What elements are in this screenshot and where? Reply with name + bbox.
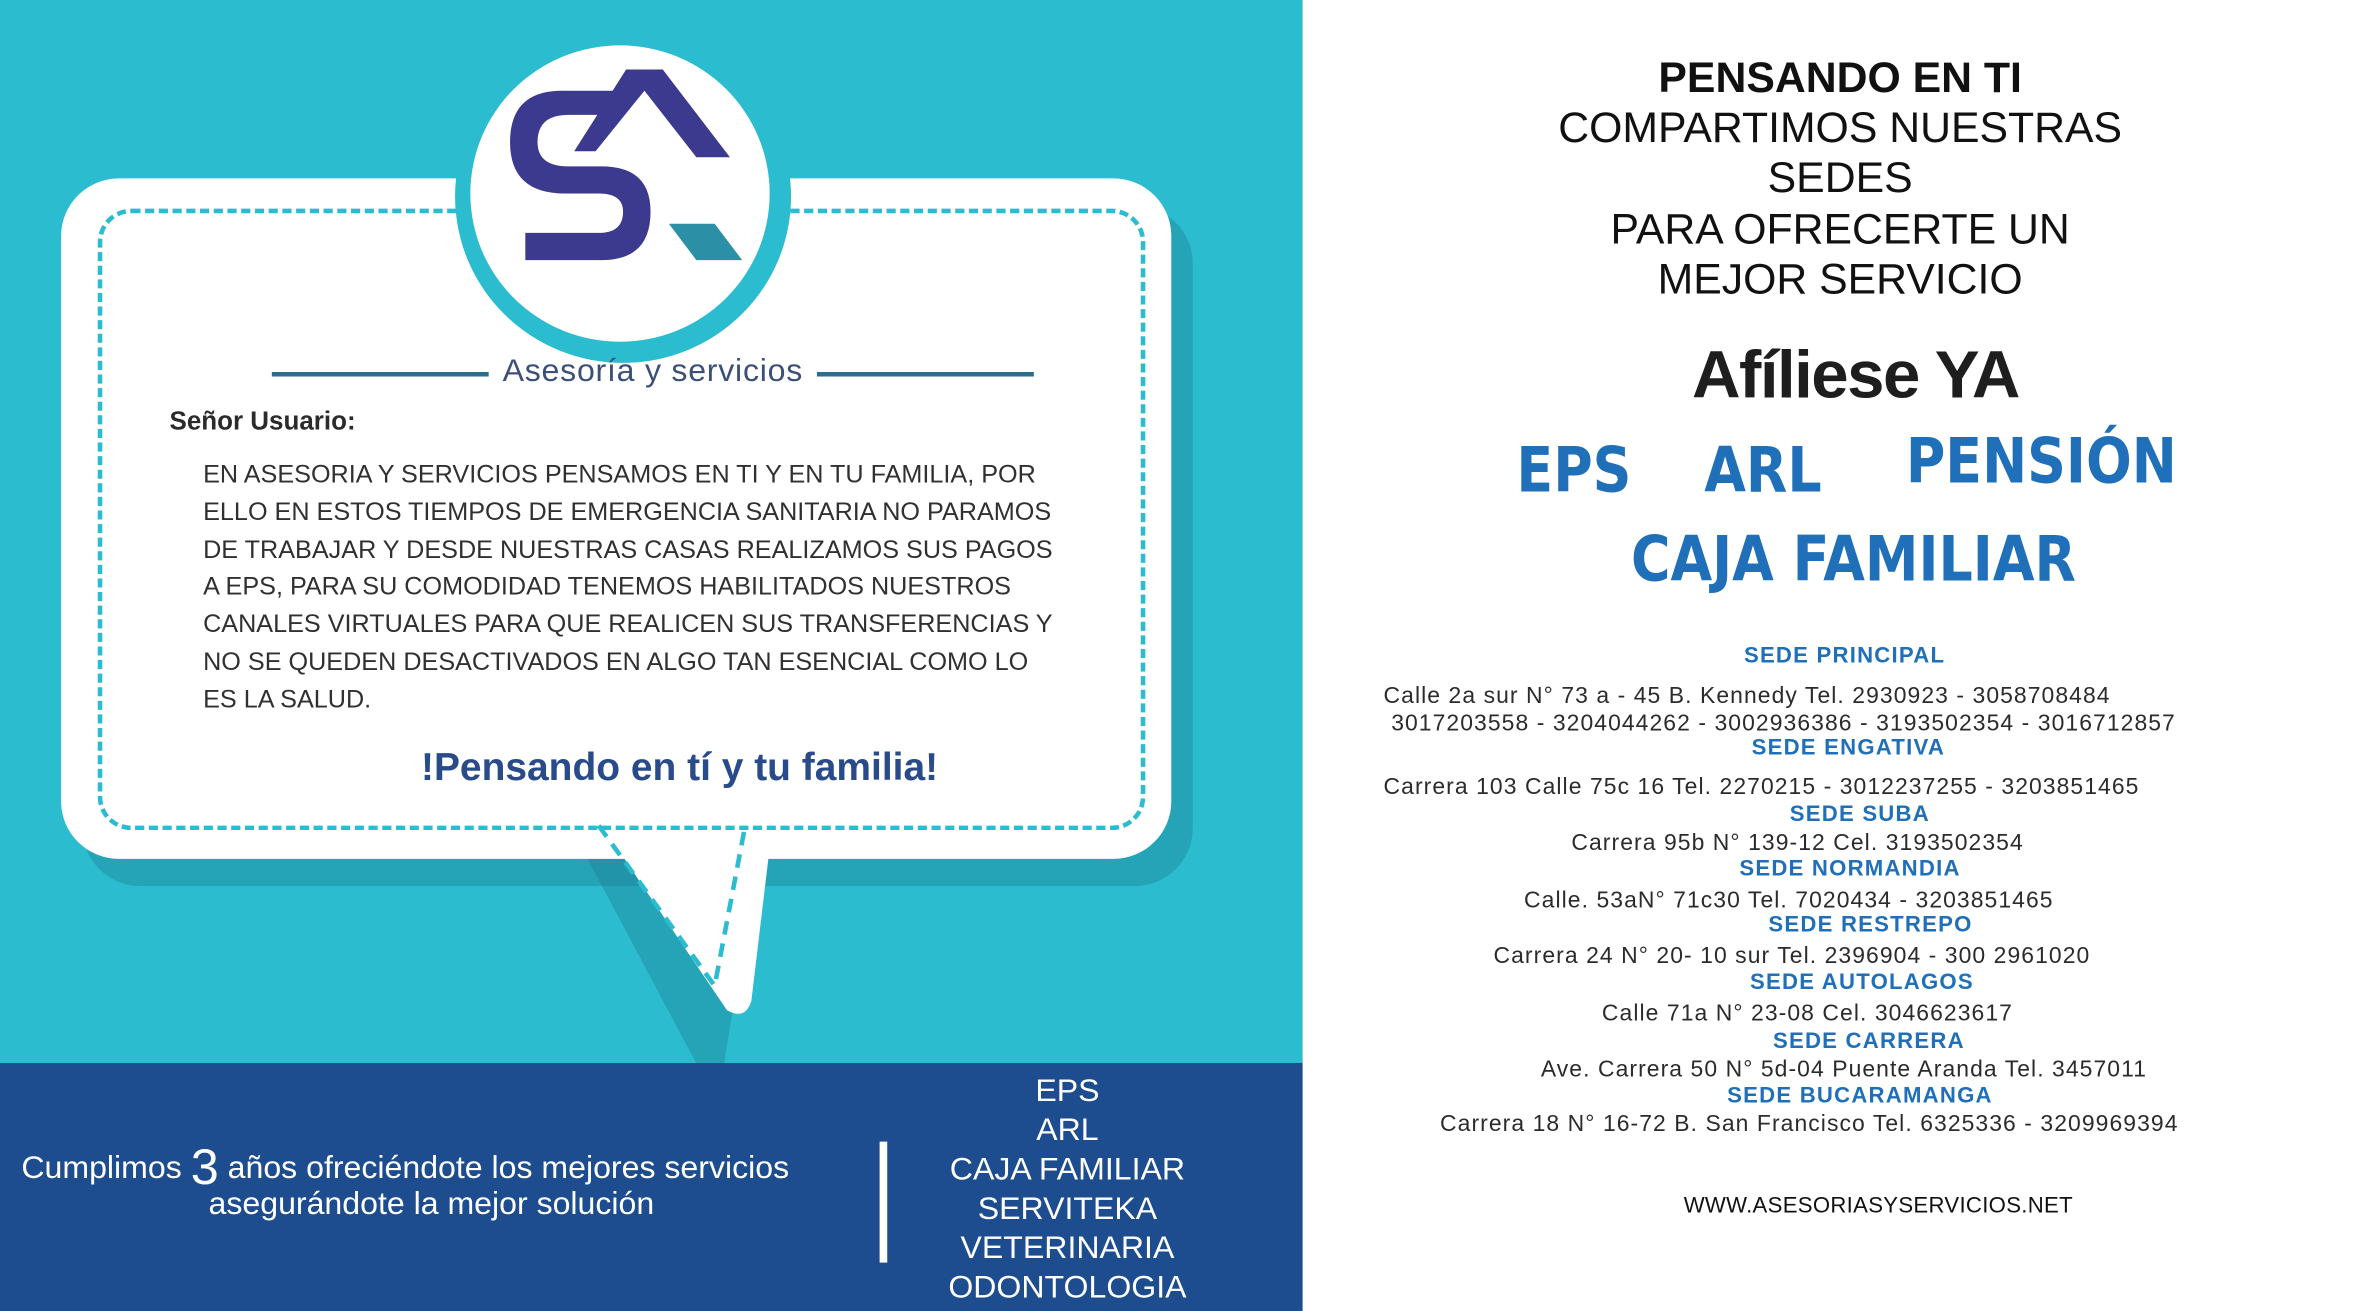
sede-name: SEDE PRINCIPAL: [1743, 644, 1946, 669]
sede-address: 3017203558 - 3204044262 - 3002936386 - 3193502354 - 3016712857: [1391, 710, 2176, 737]
service-item: SERVITEKA: [977, 1191, 1158, 1227]
sede-address: Calle 71a N° 23-08 Cel. 3046623617: [1601, 1001, 2013, 1027]
sede-address: Ave. Carrera 50 N° 5d-04 Puente Aranda Tel. 3457011: [1540, 1056, 2148, 1083]
sede-name: SEDE SUBA: [1789, 802, 1930, 828]
service-item: EPS: [1035, 1073, 1100, 1109]
sede-name: SEDE ENGATIVA: [1751, 736, 1946, 761]
headline-line: SEDES: [1767, 154, 1913, 202]
headline-bold: PENSANDO EN TI: [1658, 54, 2022, 102]
message-line: DE TRABAJAR Y DESDE NUESTRAS CASAS REALIZAMOS SUS PAGOS: [203, 536, 1053, 564]
cta-afiliese: Afíliese YA: [1692, 338, 2019, 413]
tagline-line-left: [272, 372, 489, 377]
sede-name: SEDE RESTREPO: [1768, 913, 1973, 938]
message-line: ES LA SALUD.: [203, 686, 372, 714]
service-item: VETERINARIA: [960, 1231, 1175, 1267]
product-caja-familiar: CAJA FAMILIAR: [1630, 523, 2076, 596]
sa-logo-icon: [486, 57, 755, 299]
footer-suffix: años ofreciéndote los mejores servicios: [227, 1150, 790, 1186]
footer-prefix: Cumplimos: [21, 1150, 182, 1186]
website-url[interactable]: WWW.ASESORIASYSERVICIOS.NET: [1683, 1194, 2073, 1219]
product-arl: ARL: [1704, 433, 1822, 507]
sede-address: Carrera 18 N° 16-72 B. San Francisco Tel. 6325336 - 3209969394: [1440, 1111, 2179, 1138]
slogan: !Pensando en tí y tu familia!: [420, 746, 939, 790]
service-item: ARL: [1036, 1113, 1099, 1148]
sede-name: SEDE AUTOLAGOS: [1750, 970, 1974, 995]
years-number: 3: [190, 1138, 219, 1195]
sede-address: Calle. 53aN° 71c30 Tel. 7020434 - 3203851465: [1524, 887, 2054, 914]
service-item: ODONTOLOGIA: [948, 1270, 1187, 1306]
message-line: ELLO EN ESTOS TIEMPOS DE EMERGENCIA SANITARIA NO PARAMOS: [203, 498, 1052, 526]
service-item: CAJA FAMILIAR: [949, 1152, 1186, 1188]
product-pension: PENSIÓN: [1905, 424, 2177, 498]
sede-address: Carrera 103 Calle 75c 16 Tel. 2270215 - 3012237255 - 3203851465: [1383, 774, 2140, 800]
message-line: CANALES VIRTUALES PARA QUE REALICEN SUS TRANSFERENCIAS Y: [203, 611, 1053, 639]
headline-line: MEJOR SERVICIO: [1657, 255, 2023, 303]
brand-tagline: Asesoría y servicios: [502, 353, 804, 389]
sede-name: SEDE CARRERA: [1772, 1029, 1965, 1054]
headline-line: PARA OFRECERTE UN: [1610, 205, 2070, 252]
headline-line: COMPARTIMOS NUESTRAS: [1558, 104, 2123, 152]
greeting: Señor Usuario:: [169, 406, 356, 436]
sede-address: Carrera 95b N° 139-12 Cel. 3193502354: [1571, 830, 2024, 856]
headline: [1451, 53, 2230, 304]
message-line: NO SE QUEDEN DESACTIVADOS EN ALGO TAN ESENCIAL COMO LO: [203, 648, 1029, 676]
sede-address: Calle 2a sur N° 73 a - 45 B. Kennedy Tel. 2930923 - 3058708484: [1383, 683, 2111, 710]
tagline-line-right: [817, 372, 1034, 377]
sede-name: SEDE BUCARAMANGA: [1727, 1084, 1993, 1109]
services-list: [939, 1072, 1196, 1309]
message-line: EN ASESORIA Y SERVICIOS PENSAMOS EN TI Y EN TU FAMILIA, POR: [203, 461, 1036, 489]
product-eps: EPS: [1516, 433, 1632, 507]
footer-line-2: asegurándote la mejor solución: [208, 1186, 655, 1222]
message-body: [203, 457, 1089, 719]
message-line: A EPS, PARA SU COMODIDAD TENEMOS HABILITADOS NUESTROS: [203, 573, 1011, 601]
sede-address: Carrera 24 N° 20- 10 sur Tel. 2396904 - 300 2961020: [1493, 943, 2091, 970]
footer-divider: [880, 1142, 888, 1263]
sede-name: SEDE NORMANDIA: [1739, 857, 1961, 882]
